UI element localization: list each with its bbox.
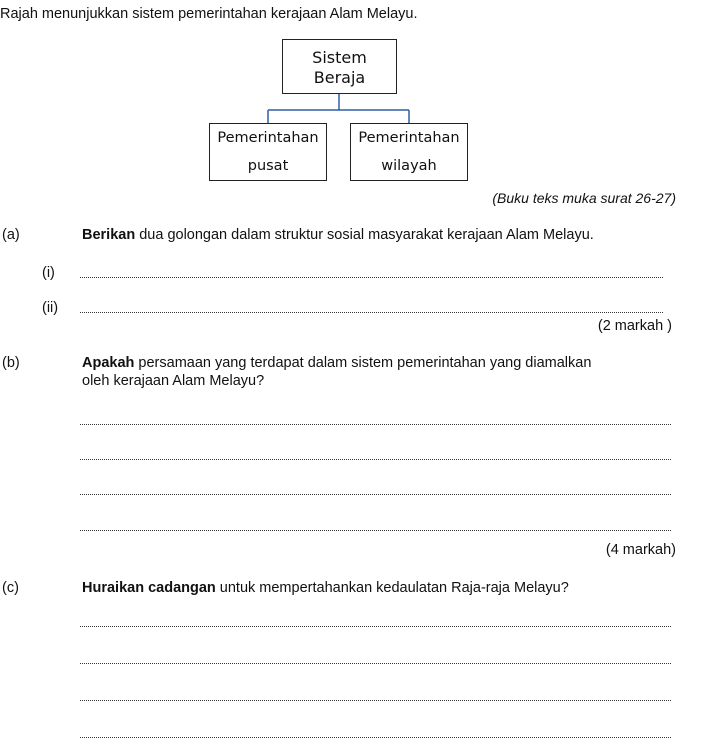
answer-line-c-2[interactable] xyxy=(80,663,671,664)
box-top-line2: Beraja xyxy=(313,68,366,87)
box-top-line1: Sistem xyxy=(312,48,367,67)
intro-text: Rajah menunjukkan sistem pemerintahan kerajaan Alam Melayu. xyxy=(0,6,418,22)
question-a-sub-i: (i) xyxy=(42,265,55,281)
question-a-rest: dua golongan dalam struktur sosial masyarakat kerajaan Alam Melayu. xyxy=(135,227,594,243)
question-b-bold: Apakah xyxy=(82,355,135,371)
question-c-rest: untuk mempertahankan kedaulatan Raja-raja Melayu? xyxy=(215,580,569,596)
box-right-line1: Pemerintahan xyxy=(358,130,460,146)
question-b-label: (b) xyxy=(2,355,20,371)
source-reference: (Buku teks muka surat 26-27) xyxy=(492,190,676,206)
answer-line-a-ii[interactable] xyxy=(80,312,663,313)
question-c-bold: Huraikan cadangan xyxy=(82,580,216,596)
question-b-text xyxy=(82,355,591,371)
answer-line-c-3[interactable] xyxy=(80,700,671,701)
answer-line-c-4[interactable] xyxy=(80,737,671,738)
question-b-marks: (4 markah) xyxy=(605,542,676,558)
question-b-rest: persamaan yang terdapat dalam sistem pemerintahan yang diamalkan xyxy=(134,355,592,371)
question-c-text xyxy=(82,580,569,596)
answer-line-b-2[interactable] xyxy=(80,459,671,460)
question-b-text-line2: oleh kerajaan Alam Melayu? xyxy=(82,373,265,389)
diagram-box-pemerintahan-wilayah xyxy=(350,123,468,181)
box-left-line2: pusat xyxy=(247,158,289,174)
question-a-label: (a) xyxy=(2,227,20,243)
answer-line-c-1[interactable] xyxy=(80,626,671,627)
question-a-sub-ii: (ii) xyxy=(42,300,59,316)
box-left-line1: Pemerintahan xyxy=(217,130,319,146)
answer-line-b-1[interactable] xyxy=(80,424,671,425)
diagram-connectors xyxy=(0,0,708,130)
box-right-line2: wilayah xyxy=(381,158,437,174)
diagram-box-pemerintahan-pusat xyxy=(209,123,327,181)
answer-line-a-i[interactable] xyxy=(80,277,663,278)
question-a-marks-text: (2 markah ) xyxy=(597,318,672,334)
question-c-label: (c) xyxy=(2,580,19,596)
question-a-bold: Berikan xyxy=(82,227,136,243)
answer-line-b-3[interactable] xyxy=(80,494,671,495)
answer-line-b-4[interactable] xyxy=(80,530,671,531)
question-a-marks xyxy=(598,318,672,334)
question-a-text xyxy=(82,227,594,243)
